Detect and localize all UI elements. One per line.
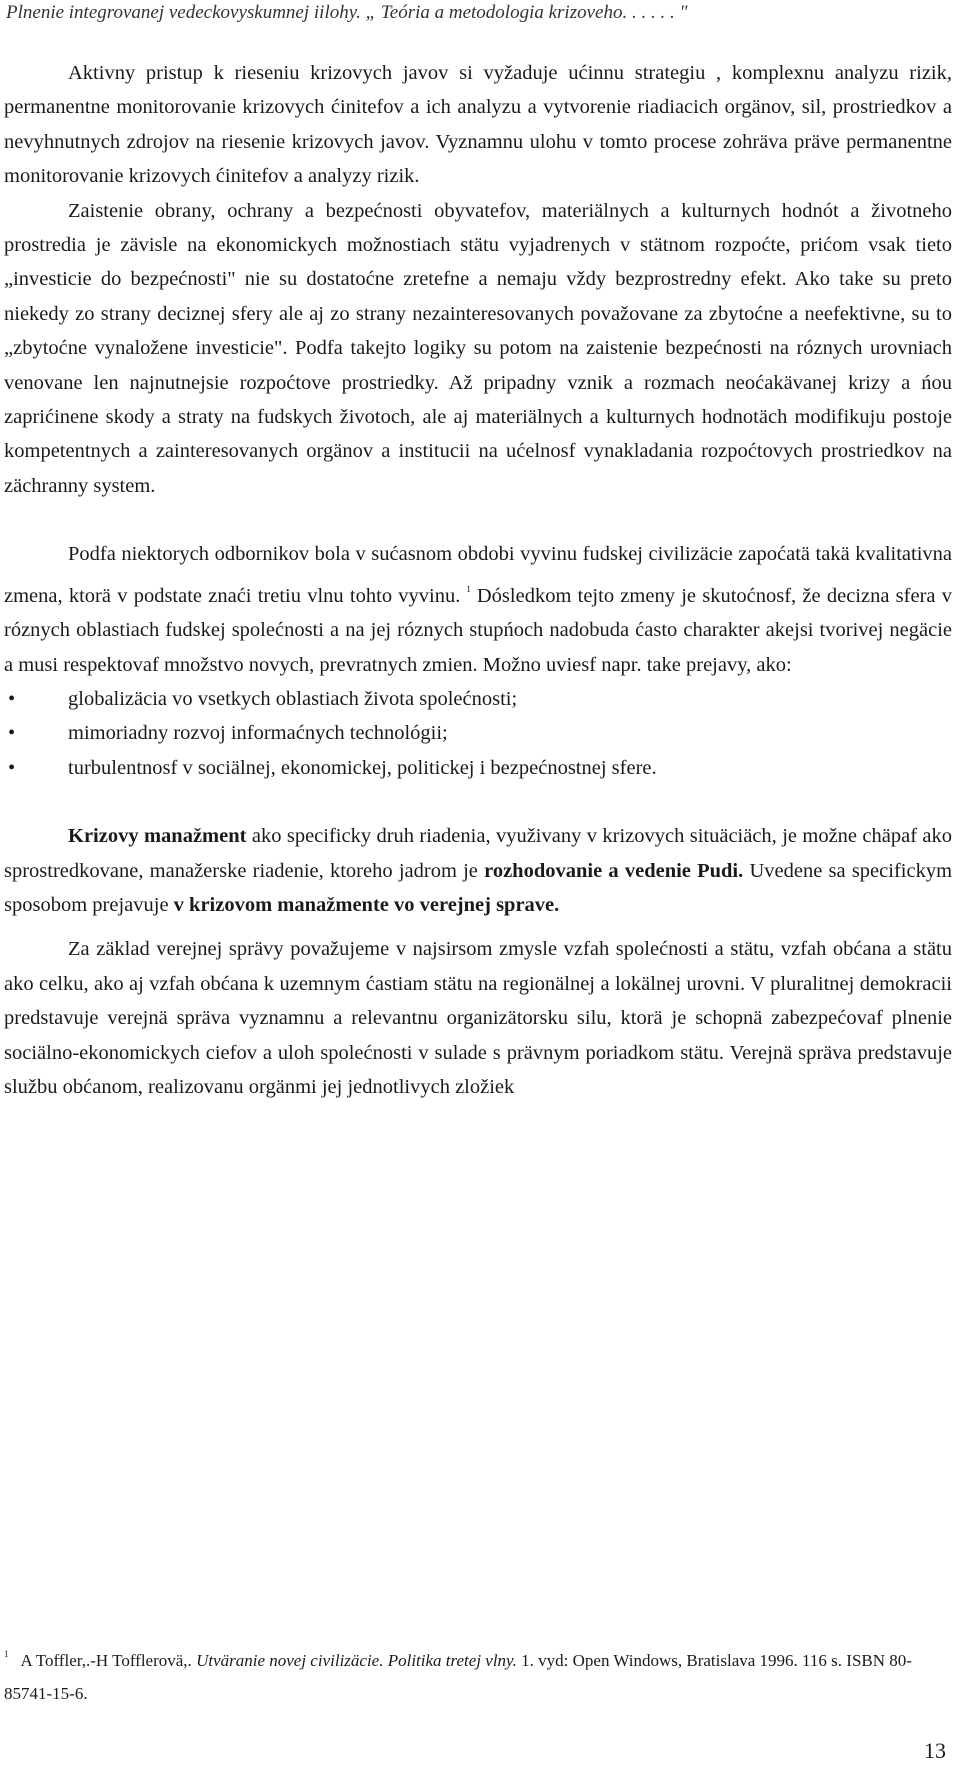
bullet-icon: • (8, 756, 16, 779)
paragraph-third-wave (4, 537, 952, 682)
document-body (4, 56, 952, 1104)
paragraph-third-wave-part1: Podfa niektorych odbornikov bola v sućasnom obdobi vyvinu fudskej civilizäcie zapoćatä takä kvalitativna zmena, ktorä v podstate znaći tretiu vlnu tohto vyvinu. (4, 543, 952, 607)
bullet-list (4, 682, 952, 785)
paragraph-text: Uvedene sa specifickym sposobom prejavuje (4, 859, 953, 916)
paragraph-security-investment: Zaistenie obrany, ochrany a bezpećnosti obyvatefov, materiälnych a kulturnych hodnót a životneho prostredia je zävisle na ekonomickych možnostiach stätu vyjadrenych v stätnom rozpoćte, prićom vsak tieto „investicie do bezpećnosti" nie su dostatoćne zretefne a nemaju vždy bezprostredny efekt. Ako take su preto niekedy zo strany deciznej sfery ale aj zo strany nezainteresovanych považovane za zbytoćne a neefektivne, su to „zbytoćne vynaložene investicie". Podfa takejto logiky su potom na zaistenie bezpećnosti na róznych urovniach venovane len najnutnejsie rozpoćtove prostriedky. Až pripadny vznik a rozmach neoćakävanej krizy a ńou zaprićinene skody a straty na fudskych životoch, ale aj materiälnych a kulturnych hodnotäch modifikuju postoje kompetentnych a zainteresovanych orgänov a institucii na ućelnosf vynakladania rozpoćtovych prostriedkov na zächranny system. (4, 199, 952, 497)
footnote-authors: A Toffler,.-H Tofflerovä,. (20, 1651, 192, 1670)
bullet-icon: • (8, 722, 16, 745)
list-item-text: mimoriadny rozvoj informaćnych technológii; (68, 722, 448, 745)
term-public-administration: v krizovom manažmente vo verejnej sprave. (173, 893, 560, 916)
term-decision-making: rozhodovanie a vedenie Pudi. (484, 859, 744, 882)
footnote (4, 1638, 952, 1710)
list-item (4, 751, 952, 785)
list-item (4, 716, 952, 750)
footnote-title: Utväranie novej civilizäcie. Politika tretej vlny. (196, 1651, 517, 1670)
footnote-mark: 1 (4, 1649, 9, 1659)
paragraph-crisis-management (4, 819, 952, 922)
bullet-icon: • (8, 687, 16, 710)
list-item (4, 682, 952, 716)
footnote-details: 1. vyd: Open Windows, Bratislava 1996. 116 s. ISBN 80-85741-15-6. (4, 1651, 912, 1703)
paragraph-public-administration: Za zäklad verejnej sprävy považujeme v najsirsom zmysle vzfah spolećnosti a stätu, vzfah obćana a stätu ako celku, ako aj vzfah obćana k uzemnym ćastiam stätu na regionälnej a lokälnej urovni. V pluralitnej demokracii predstavuje verejnä spräva vyznamnu a relevantnu organizätorsku silu, ktorä je schopnä zabezpećovaf plnenie sociälno-ekonomickych ciefov a uloh spolećnosti v sulade s prävnym poriadkom stätu. Verejnä spräva predstavuje službu obćanom, realizovanu orgänmi jej jednotlivych zložiek (4, 938, 952, 1098)
term-crisis-management: Krizovy manažment (68, 825, 247, 848)
paragraph-text: ako specificky druh riadenia, využivany v krizovych situäciäch, je možne chäpaf ako sprostredkovane, manažerske riadenie, ktoreho jadrom je (4, 825, 953, 882)
footnote-reference[interactable]: 1 (466, 583, 471, 594)
paragraph-third-wave-part2: Dósledkom tejto zmeny je skutoćnosf, že decizna sfera v róznych oblastiach fudskej spolećnosti a na jej róznych stupńoch nadobuda ćasto charakter akejsi tvorivej negäcie a musi respektovaf množstvo novych, prevratnych zmien. Možno uviesf napr. take prejavy, ako: (4, 584, 952, 676)
list-item-text: turbulentnosf v sociälnej, ekonomickej, politickej i bezpećnostnej sfere. (68, 756, 657, 779)
list-item-text: globalizäcia vo vsetkych oblastiach života spolećnosti; (68, 687, 518, 710)
paragraph-crisis-approach: Aktivny pristup k rieseniu krizovych javov si vyžaduje ućinnu strategiu , komplexnu analyzu rizik, permanentne monitorovanie krizovych ćinitefov a ich analyzu a vytvorenie riadiacich orgänov, sil, prostriedkov a nevyhnutnych zdrojov na riesenie krizovych javov. Vyznamnu ulohu v tomto procese zohräva präve permanentne monitorovanie krizovych ćinitefov a analyzy rizik. (4, 62, 952, 188)
page-number: 13 (924, 1738, 946, 1763)
running-header: Plnenie integrovanej vedeckovyskumnej iilohy. „ Teória a metodologia krizoveho. . . . . . " (6, 2, 688, 23)
